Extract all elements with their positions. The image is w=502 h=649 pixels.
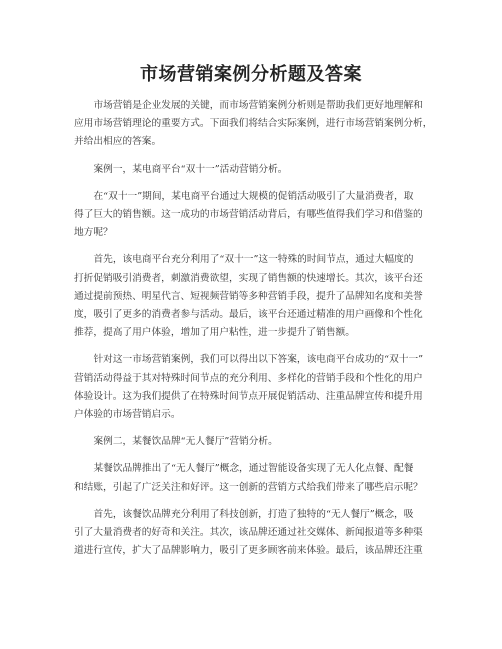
text-line: 道进行宣传，扩大了品牌影响力，吸引了更多顾客前来体验。最后，该品牌还注重 <box>74 545 423 557</box>
text-line: 营销活动得益于其对特殊时间节点的充分利用、多样化的营销手段和个性化的用户 <box>74 372 423 384</box>
text-line: 引了大量消费者的好奇和关注。其次，该品牌还通过社交媒体、新闻报道等多种渠 <box>74 527 423 539</box>
paragraph-case2-question <box>74 460 434 496</box>
text-line: 案例二，某餐饮品牌“无人餐厅”营销分析。 <box>93 436 278 448</box>
text-line: 应用市场营销理论的重要方式。下面我们将结合实际案例，进行市场营销案例分析， <box>74 118 433 130</box>
paragraph-case2-heading <box>74 433 434 451</box>
text-line: 度，吸引了更多的消费者参与活动。最后，该平台还通过精准的用户画像和个性化 <box>74 309 423 321</box>
text-line: 户体验的市场营销启示。 <box>74 409 181 421</box>
paragraph-case1-analysis <box>74 251 434 342</box>
text-line: 某餐饮品牌推出了“无人餐厅”概念，通过智能设备实现了无人化点餐、配餐 <box>93 463 414 475</box>
paragraph-case2-analysis <box>74 506 434 561</box>
paragraph-case1-question <box>74 188 434 243</box>
text-line: 案例一，某电商平台“双十一”活动营销分析。 <box>93 163 288 175</box>
document-title: 市场营销案例分析题及答案 <box>140 64 362 85</box>
text-line: 通过提前预热、明星代言、短视频营销等多种营销手段，提升了品牌知名度和美誉 <box>74 290 423 302</box>
paragraph-case1-answer <box>74 351 434 424</box>
text-line: 得了巨大的销售额。这一成功的市场营销活动背后，有哪些值得我们学习和借鉴的 <box>74 209 423 221</box>
text-line: 首先，该电商平台充分利用了“双十一”这一特殊的时间节点，通过大幅度的 <box>93 254 414 266</box>
text-line: 和结账，引起了广泛关注和好评。这一创新的营销方式给我们带来了哪些启示呢？ <box>74 481 423 493</box>
text-line: 在“双十一”期间，某电商平台通过大规模的促销活动吸引了大量消费者，取 <box>93 190 414 202</box>
text-line: 首先，该餐饮品牌充分利用了科技创新，打造了独特的“无人餐厅”概念，吸 <box>93 508 414 520</box>
text-line: 并给出相应的答案。 <box>74 136 162 148</box>
text-line: 地方呢？ <box>74 227 113 239</box>
paragraph-case1-heading <box>74 161 434 179</box>
paragraph-intro <box>74 97 434 152</box>
text-line: 体验设计。这为我们提供了在特殊时间节点开展促销活动、注重品牌宣传和提升用 <box>74 390 423 402</box>
text-line: 市场营销是企业发展的关键，而市场营销案例分析则是帮助我们更好地理解和 <box>93 100 423 111</box>
text-line: 针对这一市场营销案例，我们可以得出以下答案，该电商平台成功的“双十一” <box>93 354 424 366</box>
document-body <box>74 97 434 569</box>
text-line: 推荐，提高了用户体验，增加了用户粘性，进一步提升了销售额。 <box>74 327 355 339</box>
text-line: 打折促销吸引消费者，刺激消费欲望，实现了销售额的快速增长。其次，该平台还 <box>74 272 423 284</box>
